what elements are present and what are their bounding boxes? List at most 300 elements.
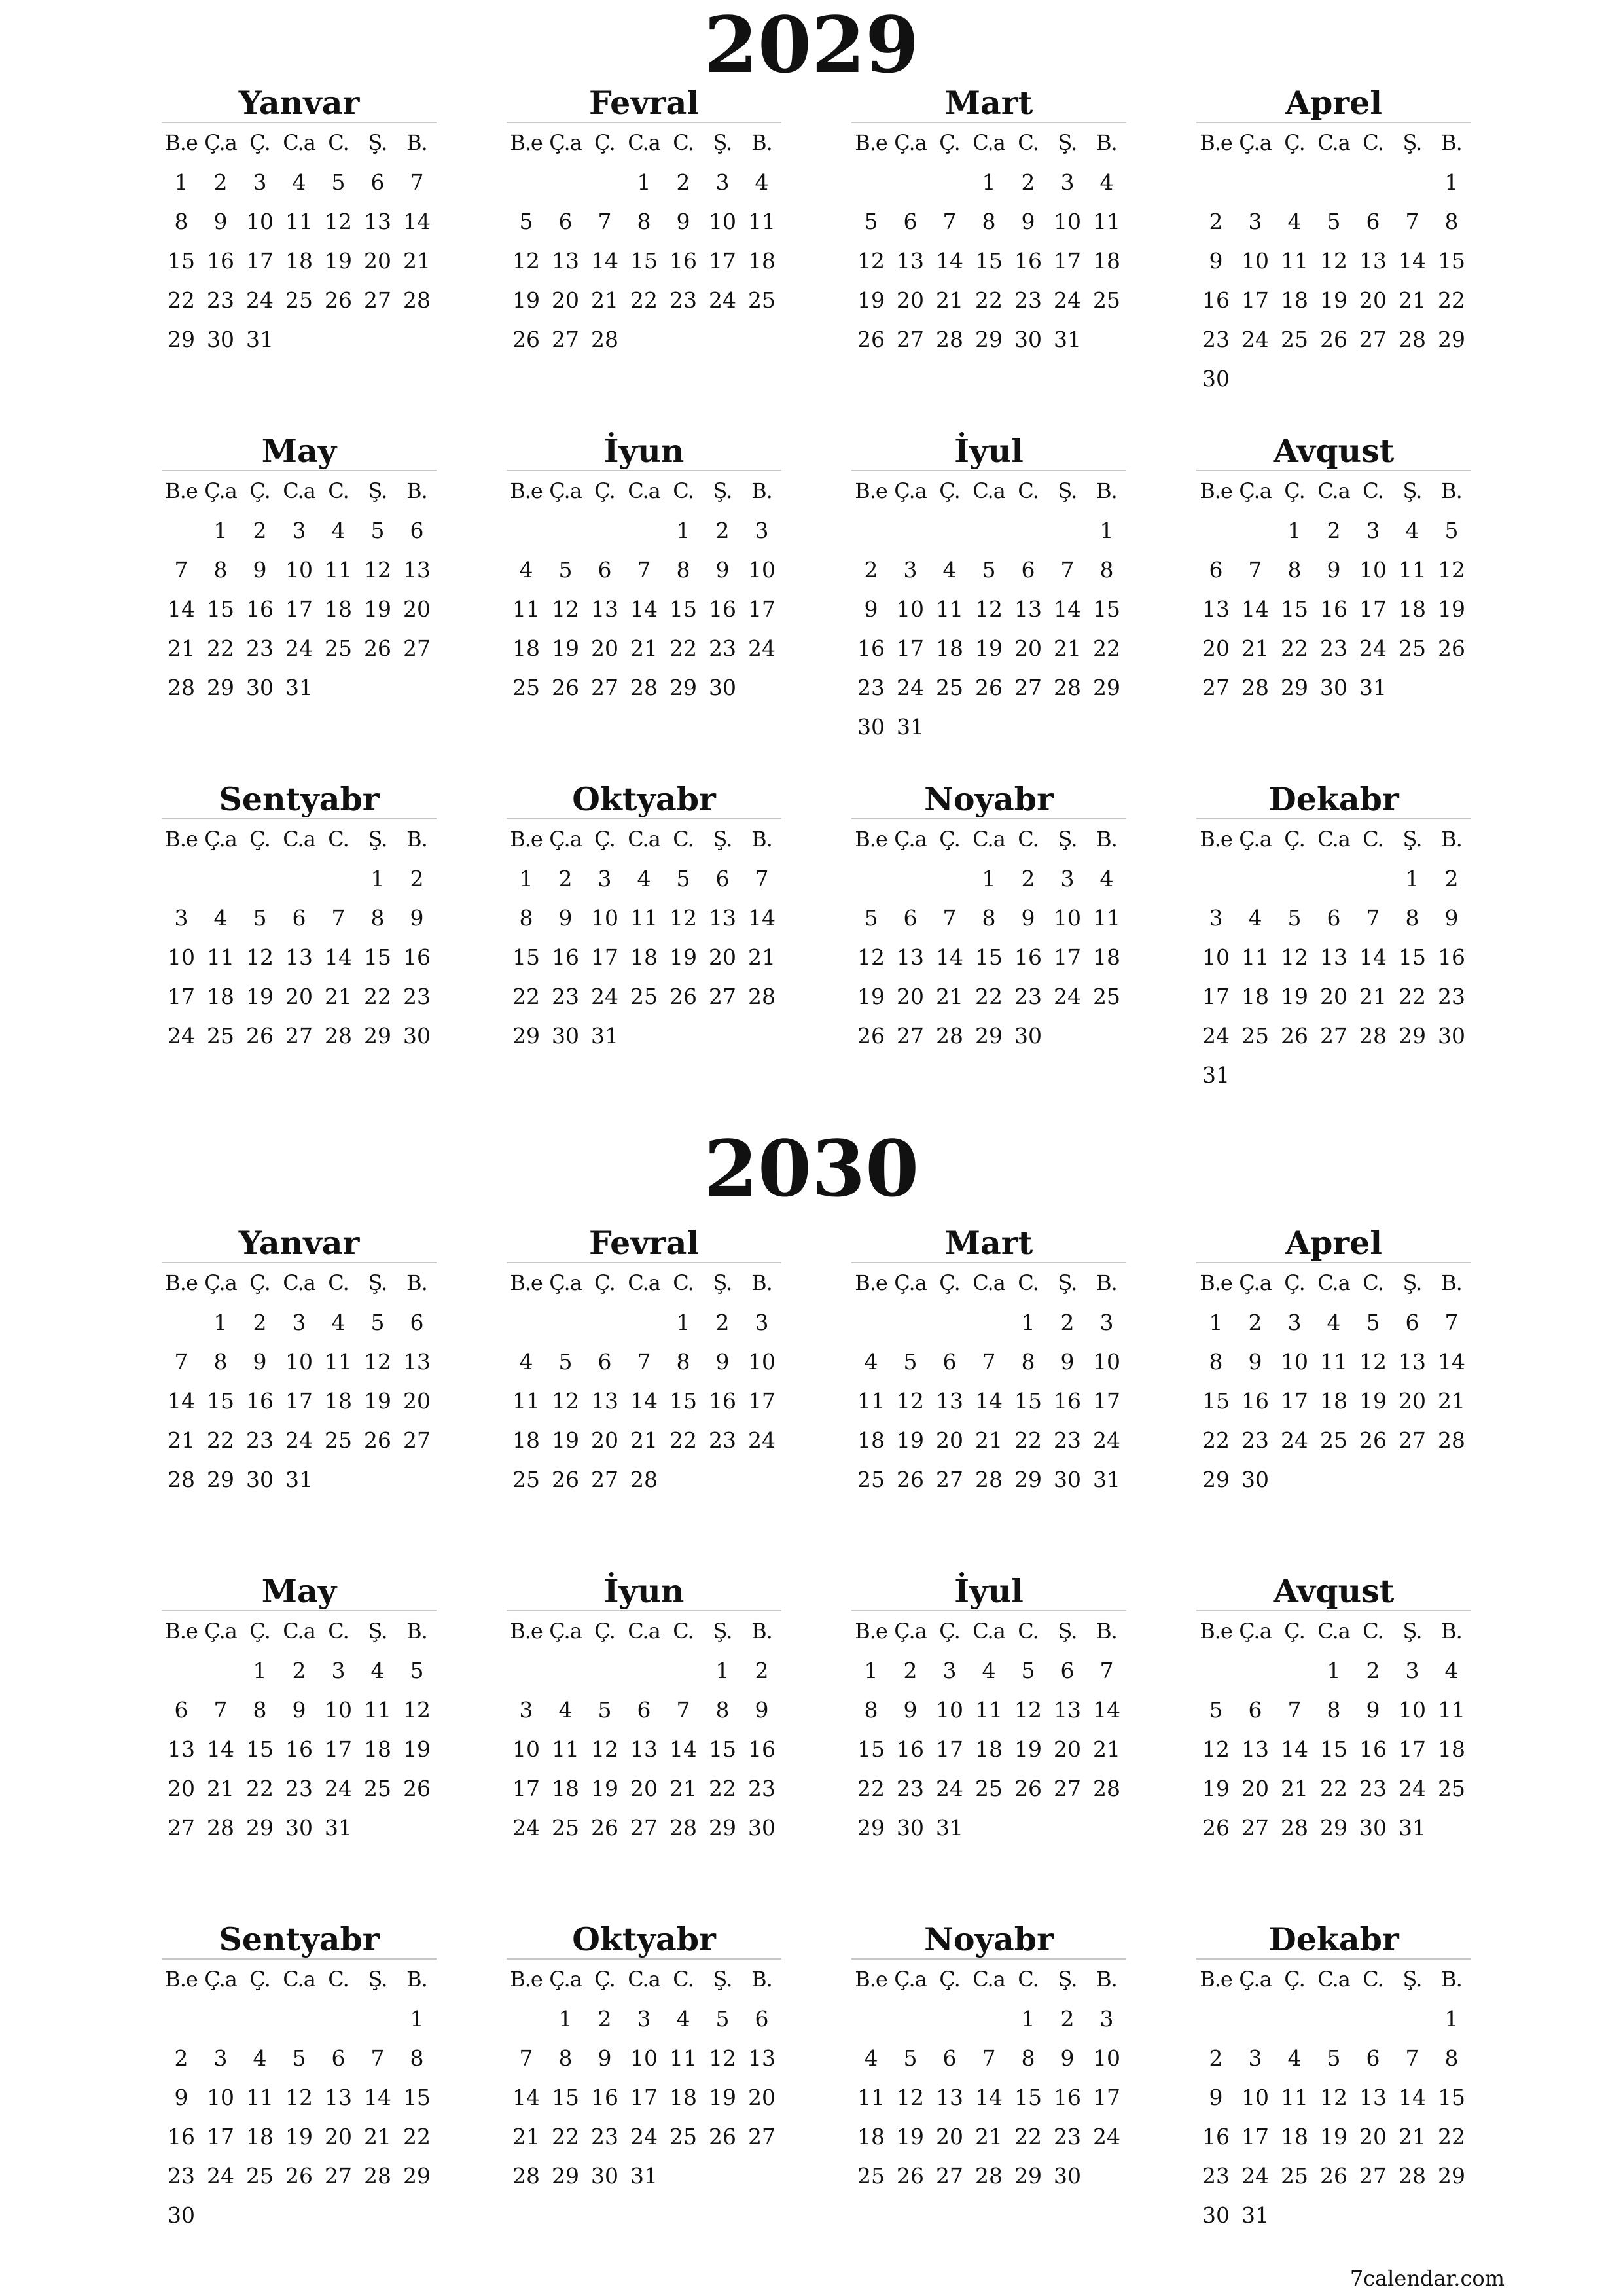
day-number: 15 <box>1438 2084 1465 2110</box>
day-number: 31 <box>1093 1466 1120 1492</box>
weekday-header: C.a <box>628 827 660 852</box>
day-number: 16 <box>748 1736 776 1762</box>
day-number: 12 <box>364 1348 391 1374</box>
weekday-header: B.e <box>855 827 887 852</box>
day-number: 9 <box>1327 556 1341 583</box>
day-number: 15 <box>1281 596 1308 622</box>
month-name: Avqust <box>1196 1570 1471 1611</box>
weekday-header: Ç.a <box>1239 1967 1272 1992</box>
day-number: 3 <box>597 865 612 891</box>
empty-cell <box>240 859 279 898</box>
weekday-header: Ç. <box>1284 130 1305 155</box>
empty-cell <box>1196 511 1236 550</box>
month-calendar <box>851 1918 1126 2195</box>
day-number: 19 <box>364 1388 391 1414</box>
day-number: 7 <box>519 2045 533 2071</box>
weekday-header: B.e <box>855 1619 887 1643</box>
day-number: 16 <box>403 944 431 970</box>
day-number: 16 <box>1054 2084 1081 2110</box>
empty-cell <box>279 859 319 898</box>
day-number: 30 <box>285 1814 313 1840</box>
weekday-header: B. <box>406 1619 427 1643</box>
weekday-header: B.e <box>510 827 543 852</box>
month-calendar <box>162 1918 437 2234</box>
day-number: 8 <box>174 208 188 234</box>
day-number: 14 <box>1281 1736 1308 1762</box>
day-number: 10 <box>1359 556 1387 583</box>
day-number: 15 <box>364 944 391 970</box>
day-number: 18 <box>857 2123 885 2149</box>
day-number: 10 <box>1054 208 1081 234</box>
day-number: 20 <box>552 287 579 313</box>
empty-cell <box>851 1302 891 1342</box>
day-number: 3 <box>1366 517 1380 543</box>
weekday-header: B.e <box>855 1967 887 1992</box>
day-number: 9 <box>1021 905 1035 931</box>
day-grid <box>1196 471 1471 707</box>
day-number: 30 <box>897 1814 924 1840</box>
day-number: 13 <box>168 1736 195 1762</box>
weekday-header: B.e <box>510 1270 543 1295</box>
day-number: 30 <box>1202 365 1230 391</box>
weekday-header: Ç. <box>1284 1270 1305 1295</box>
day-number: 14 <box>512 2084 540 2110</box>
day-number: 20 <box>403 596 431 622</box>
day-number: 9 <box>1248 1348 1262 1374</box>
day-number: 16 <box>1438 944 1465 970</box>
weekday-header: Ş. <box>1402 130 1422 155</box>
day-number: 22 <box>709 1775 736 1801</box>
weekday-header: Ç.a <box>894 1619 927 1643</box>
day-number: 2 <box>410 865 424 891</box>
day-number: 6 <box>597 1348 612 1374</box>
weekday-header: B.e <box>1200 827 1232 852</box>
day-number: 28 <box>364 2162 391 2189</box>
day-number: 22 <box>552 2123 579 2149</box>
day-number: 27 <box>936 2162 963 2189</box>
day-number: 27 <box>1054 1775 1081 1801</box>
day-number: 3 <box>637 2005 651 2032</box>
day-number: 7 <box>676 1696 690 1723</box>
day-number: 17 <box>748 596 776 622</box>
day-number: 23 <box>669 287 697 313</box>
weekday-header: B. <box>1441 478 1462 503</box>
day-number: 6 <box>942 2045 957 2071</box>
day-number: 17 <box>168 983 195 1009</box>
month-calendar <box>851 1570 1126 1847</box>
day-number: 13 <box>403 1348 431 1374</box>
empty-cell <box>1275 859 1314 898</box>
day-number: 27 <box>1014 674 1042 700</box>
weekday-header: B. <box>1096 130 1117 155</box>
day-number: 16 <box>1054 1388 1081 1414</box>
day-number: 29 <box>364 1022 391 1049</box>
day-number: 7 <box>1060 556 1075 583</box>
day-number: 5 <box>715 2005 730 2032</box>
day-number: 18 <box>1438 1736 1465 1762</box>
day-number: 10 <box>168 944 195 970</box>
day-number: 15 <box>512 944 540 970</box>
day-number: 22 <box>1438 2123 1465 2149</box>
day-number: 11 <box>1438 1696 1465 1723</box>
day-number: 15 <box>857 1736 885 1762</box>
day-number: 1 <box>558 2005 573 2032</box>
day-number: 5 <box>597 1696 612 1723</box>
day-number: 7 <box>1287 1696 1302 1723</box>
month-calendar <box>1196 1570 1471 1847</box>
month-name: Fevral <box>507 81 781 123</box>
empty-cell <box>1353 162 1393 202</box>
day-number: 2 <box>755 1657 769 1683</box>
day-number: 20 <box>591 635 618 661</box>
day-number: 17 <box>897 635 924 661</box>
day-number: 13 <box>1202 596 1230 622</box>
day-grid <box>162 1263 437 1499</box>
day-number: 9 <box>1366 1696 1380 1723</box>
day-grid <box>162 471 437 707</box>
day-number: 26 <box>857 326 885 352</box>
day-number: 16 <box>897 1736 924 1762</box>
weekday-header: C.a <box>283 827 315 852</box>
day-number: 10 <box>325 1696 352 1723</box>
day-number: 30 <box>1054 2162 1081 2189</box>
weekday-header: Ç.a <box>894 827 927 852</box>
day-number: 25 <box>975 1775 1003 1801</box>
day-number: 29 <box>1399 1022 1426 1049</box>
weekday-header: Ç.a <box>1239 478 1272 503</box>
month-name: Noyabr <box>851 1918 1126 1960</box>
day-grid <box>1196 1611 1471 1847</box>
day-number: 4 <box>1444 1657 1459 1683</box>
day-number: 8 <box>1021 2045 1035 2071</box>
weekday-header: C. <box>328 1619 349 1643</box>
day-number: 13 <box>897 247 924 274</box>
day-number: 27 <box>364 287 391 313</box>
day-number: 20 <box>325 2123 352 2149</box>
weekday-header: Ç.a <box>549 1967 582 1992</box>
day-number: 27 <box>168 1814 195 1840</box>
empty-cell <box>585 1651 624 1690</box>
day-number: 25 <box>857 1466 885 1492</box>
weekday-header: C. <box>1363 827 1383 852</box>
weekday-header: C. <box>673 130 694 155</box>
weekday-header: Ç. <box>594 1967 615 1992</box>
day-number: 28 <box>1359 1022 1387 1049</box>
month-calendar <box>507 1570 781 1847</box>
day-number: 29 <box>246 1814 274 1840</box>
month-name: Oktyabr <box>507 1918 781 1960</box>
day-number: 22 <box>1438 287 1465 313</box>
day-number: 21 <box>1399 287 1426 313</box>
year-title: 2029 <box>704 0 919 90</box>
weekday-header: Ç. <box>939 130 960 155</box>
day-number: 4 <box>213 905 228 931</box>
day-number: 4 <box>370 1657 385 1683</box>
weekday-header: B. <box>406 1967 427 1992</box>
day-number: 23 <box>207 287 234 313</box>
month-name: May <box>162 429 437 471</box>
empty-cell <box>1236 1651 1275 1690</box>
day-number: 24 <box>1359 635 1387 661</box>
day-number: 11 <box>1399 556 1426 583</box>
day-number: 3 <box>755 1309 769 1335</box>
day-number: 4 <box>519 1348 533 1374</box>
day-number: 6 <box>1327 905 1341 931</box>
day-number: 23 <box>1202 326 1230 352</box>
day-number: 13 <box>630 1736 658 1762</box>
day-number: 1 <box>1021 2005 1035 2032</box>
day-number: 11 <box>1320 1348 1347 1374</box>
weekday-header: C.a <box>1317 1967 1350 1992</box>
day-number: 4 <box>253 2045 267 2071</box>
day-number: 16 <box>168 2123 195 2149</box>
weekday-header: Ç. <box>594 1270 615 1295</box>
day-number: 25 <box>857 2162 885 2189</box>
weekday-header: B.e <box>855 478 887 503</box>
day-number: 17 <box>1241 2123 1269 2149</box>
day-number: 26 <box>1202 1814 1230 1840</box>
day-number: 25 <box>1438 1775 1465 1801</box>
weekday-header: Ç.a <box>894 478 927 503</box>
day-number: 10 <box>897 596 924 622</box>
day-number: 8 <box>1021 1348 1035 1374</box>
day-number: 6 <box>1248 1696 1262 1723</box>
day-number: 11 <box>246 2084 274 2110</box>
empty-cell <box>1008 511 1048 550</box>
weekday-header: C.a <box>283 1619 315 1643</box>
day-number: 12 <box>897 1388 924 1414</box>
weekday-header: Ş. <box>368 130 387 155</box>
day-number: 10 <box>630 2045 658 2071</box>
empty-cell <box>507 511 546 550</box>
day-number: 28 <box>936 326 963 352</box>
day-number: 22 <box>669 635 697 661</box>
day-number: 21 <box>975 1427 1003 1453</box>
empty-cell <box>891 511 930 550</box>
day-number: 19 <box>975 635 1003 661</box>
weekday-header: Ş. <box>1058 827 1077 852</box>
day-number: 3 <box>755 517 769 543</box>
day-number: 30 <box>1054 1466 1081 1492</box>
day-number: 2 <box>715 1309 730 1335</box>
weekday-header: Ç.a <box>204 1619 237 1643</box>
day-number: 16 <box>1014 944 1042 970</box>
weekday-header: Ç. <box>249 1619 270 1643</box>
day-number: 15 <box>669 596 697 622</box>
day-number: 3 <box>253 169 267 195</box>
day-number: 20 <box>591 1427 618 1453</box>
day-number: 8 <box>1444 208 1459 234</box>
day-number: 8 <box>676 1348 690 1374</box>
day-number: 29 <box>552 2162 579 2189</box>
month-calendar <box>1196 1918 1471 2234</box>
weekday-header: Ç. <box>249 1967 270 1992</box>
day-number: 26 <box>975 674 1003 700</box>
weekday-header: Ş. <box>713 478 732 503</box>
day-number: 29 <box>669 674 697 700</box>
day-number: 18 <box>1281 287 1308 313</box>
day-number: 14 <box>1399 2084 1426 2110</box>
day-grid <box>851 1263 1126 1499</box>
day-number: 25 <box>1281 326 1308 352</box>
day-number: 5 <box>410 1657 424 1683</box>
day-number: 13 <box>1320 944 1347 970</box>
day-number: 3 <box>519 1696 533 1723</box>
day-number: 2 <box>1209 208 1223 234</box>
day-number: 9 <box>903 1696 918 1723</box>
month-calendar <box>507 429 781 707</box>
day-number: 23 <box>552 983 579 1009</box>
month-name: İyul <box>851 429 1126 471</box>
weekday-header: Ç. <box>939 1270 960 1295</box>
weekday-header: Ş. <box>713 827 732 852</box>
month-name: Sentyabr <box>162 1918 437 1960</box>
day-number: 20 <box>1399 1388 1426 1414</box>
day-number: 23 <box>246 1427 274 1453</box>
day-number: 21 <box>669 1775 697 1801</box>
weekday-header: C.a <box>972 827 1005 852</box>
day-number: 24 <box>285 635 313 661</box>
weekday-header: B. <box>1096 827 1117 852</box>
day-number: 1 <box>1209 1309 1223 1335</box>
weekday-header: C.a <box>283 478 315 503</box>
day-number: 9 <box>597 2045 612 2071</box>
month-calendar <box>162 1570 437 1847</box>
day-number: 18 <box>857 1427 885 1453</box>
day-number: 22 <box>403 2123 431 2149</box>
month-calendar <box>162 81 437 359</box>
empty-cell <box>1275 1999 1314 2038</box>
empty-cell <box>851 1999 891 2038</box>
weekday-header: B.e <box>165 478 198 503</box>
day-number: 9 <box>213 208 228 234</box>
day-number: 21 <box>630 635 658 661</box>
weekday-header: Ç. <box>249 827 270 852</box>
weekday-header: C.a <box>283 1967 315 1992</box>
day-number: 24 <box>748 1427 776 1453</box>
day-number: 27 <box>285 1022 313 1049</box>
day-grid <box>851 1960 1126 2195</box>
empty-cell <box>201 1999 240 2038</box>
day-number: 30 <box>1359 1814 1387 1840</box>
day-number: 22 <box>1399 983 1426 1009</box>
footer-site-name: 7calendar.com <box>1349 2266 1505 2291</box>
day-number: 20 <box>1202 635 1230 661</box>
empty-cell <box>1353 1999 1393 2038</box>
day-number: 30 <box>403 1022 431 1049</box>
day-number: 11 <box>512 596 540 622</box>
day-number: 9 <box>253 556 267 583</box>
day-number: 11 <box>1241 944 1269 970</box>
day-number: 14 <box>1438 1348 1465 1374</box>
month-calendar <box>851 1221 1126 1499</box>
empty-cell <box>1048 511 1087 550</box>
day-number: 5 <box>1327 2045 1341 2071</box>
day-number: 28 <box>936 1022 963 1049</box>
empty-cell <box>162 859 201 898</box>
day-number: 16 <box>285 1736 313 1762</box>
day-number: 19 <box>1320 287 1347 313</box>
day-number: 30 <box>1241 1466 1269 1492</box>
weekday-header: Ç.a <box>1239 130 1272 155</box>
day-number: 21 <box>591 287 618 313</box>
day-number: 11 <box>364 1696 391 1723</box>
day-number: 10 <box>285 1348 313 1374</box>
day-number: 4 <box>519 556 533 583</box>
day-number: 22 <box>630 287 658 313</box>
weekday-header: C. <box>328 478 349 503</box>
day-number: 18 <box>325 596 352 622</box>
day-grid <box>851 1611 1126 1847</box>
day-number: 26 <box>325 287 352 313</box>
day-number: 7 <box>1405 208 1419 234</box>
weekday-header: B. <box>751 827 772 852</box>
day-number: 13 <box>1014 596 1042 622</box>
day-number: 26 <box>669 983 697 1009</box>
day-number: 8 <box>1287 556 1302 583</box>
day-number: 8 <box>864 1696 878 1723</box>
day-number: 13 <box>364 208 391 234</box>
day-number: 12 <box>709 2045 736 2071</box>
weekday-header: Ç.a <box>204 1967 237 1992</box>
day-number: 19 <box>1438 596 1465 622</box>
day-number: 18 <box>285 247 313 274</box>
day-number: 5 <box>903 2045 918 2071</box>
day-number: 27 <box>1359 326 1387 352</box>
day-number: 12 <box>857 944 885 970</box>
day-number: 15 <box>975 944 1003 970</box>
day-number: 27 <box>1359 2162 1387 2189</box>
day-number: 14 <box>1054 596 1081 622</box>
day-number: 19 <box>512 287 540 313</box>
day-number: 21 <box>207 1775 234 1801</box>
day-number: 25 <box>1093 983 1120 1009</box>
weekday-header: C. <box>328 827 349 852</box>
day-number: 13 <box>748 2045 776 2071</box>
day-number: 4 <box>755 169 769 195</box>
day-number: 18 <box>630 944 658 970</box>
empty-cell <box>585 511 624 550</box>
empty-cell <box>1314 1999 1353 2038</box>
weekday-header: Ç.a <box>204 827 237 852</box>
day-number: 11 <box>512 1388 540 1414</box>
weekday-header: C.a <box>972 130 1005 155</box>
day-number: 7 <box>982 1348 996 1374</box>
weekday-header: C.a <box>1317 1619 1350 1643</box>
year-title: 2030 <box>704 1123 919 1214</box>
day-number: 26 <box>1281 1022 1308 1049</box>
weekday-header: Ş. <box>1058 1270 1077 1295</box>
day-number: 20 <box>1054 1736 1081 1762</box>
weekday-header: B. <box>1441 1270 1462 1295</box>
day-number: 6 <box>755 2005 769 2032</box>
day-number: 12 <box>1202 1736 1230 1762</box>
day-number: 1 <box>864 1657 878 1683</box>
day-number: 5 <box>1021 1657 1035 1683</box>
month-name: Aprel <box>1196 1221 1471 1263</box>
day-number: 11 <box>1093 905 1120 931</box>
day-number: 3 <box>1099 1309 1114 1335</box>
month-name: Oktyabr <box>507 778 781 819</box>
day-number: 12 <box>552 1388 579 1414</box>
day-number: 7 <box>370 2045 385 2071</box>
day-number: 7 <box>213 1696 228 1723</box>
day-number: 16 <box>1202 287 1230 313</box>
day-number: 13 <box>709 905 736 931</box>
weekday-header: B.e <box>165 130 198 155</box>
day-number: 14 <box>168 1388 195 1414</box>
day-grid <box>507 1960 781 2195</box>
